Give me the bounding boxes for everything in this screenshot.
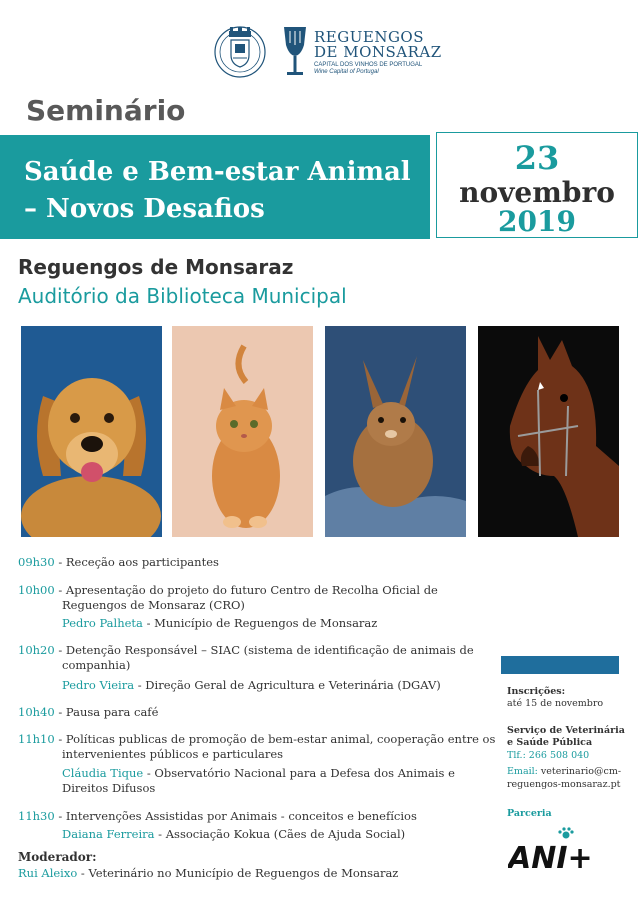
speaker-org-cont: Direitos Difusos (62, 781, 156, 795)
email-line[interactable] (507, 766, 621, 777)
brand-line2: DE MONSARAZ (314, 43, 442, 61)
date-year: 2019 (498, 205, 576, 238)
partner-label: Parceria (507, 808, 552, 819)
moderator-name: Rui Aleixo (18, 866, 78, 880)
program-text-cont: Reguengos de Monsaraz (CRO) (62, 598, 245, 612)
event-title-line1: Saúde e Bem-estar Animal (24, 157, 411, 187)
rabbit-photo (325, 326, 466, 537)
program-item-3: 10h20 - Detenção Responsável – SIAC (sistema de identificação de animais de (18, 643, 474, 657)
speaker-name: Pedro Palheta (62, 616, 143, 630)
brand-tagline-en: Wine Capital of Portugal (314, 69, 379, 75)
program-text: Pausa para café (65, 705, 159, 719)
program-item-4: 10h40 - Pausa para café (18, 705, 159, 719)
wine-glass-logo (282, 25, 308, 79)
program-time: 10h40 (18, 705, 55, 719)
program-item-1: 09h30 - Receção aos participantes (18, 555, 219, 569)
program-speaker-line: Pedro Palheta - Município de Reguengos de Monsaraz (62, 616, 378, 630)
venue-place: Auditório da Biblioteca Municipal (18, 284, 347, 308)
email-label: Email: (507, 766, 538, 777)
program-time: 11h30 (18, 809, 55, 823)
speaker-name: Pedro Vieira (62, 678, 135, 692)
program-speaker-line: Pedro Vieira - Direção Geral de Agricultura e Veterinária (DGAV) (62, 678, 441, 692)
program-text: Intervenções Assistidas por Animais - conceitos e benefícios (65, 809, 417, 823)
program-time: 11h10 (18, 732, 55, 746)
program-time: 10h00 (18, 583, 55, 597)
sidebar-band (501, 656, 619, 674)
program-speaker-line: Cláudia Tique - Observatório Nacional para a Defesa dos Animais e (62, 766, 455, 780)
speaker-org: Observatório Nacional para a Defesa dos Animais e (154, 766, 455, 780)
event-title-line2: – Novos Desafios (24, 194, 265, 224)
speaker-name: Cláudia Tique (62, 766, 144, 780)
moderator-line: Rui Aleixo - Veterinário no Município de Reguengos de Monsaraz (18, 866, 399, 880)
partner-name: ANI+ (508, 841, 593, 874)
date-day: 23 (514, 139, 560, 177)
venue-city: Reguengos de Monsaraz (18, 255, 294, 279)
program-item-5: 11h10 - Políticas publicas de promoção de bem-estar animal, cooperação entre os (18, 732, 496, 746)
phone: Tlf.: 266 508 040 (507, 750, 590, 761)
speaker-org: Município de Reguengos de Monsaraz (154, 616, 378, 630)
paw-icon (558, 827, 573, 838)
horse-photo (478, 326, 619, 537)
speaker-org: Associação Kokua (Cães de Ajuda Social) (165, 827, 406, 841)
municipal-crest-logo (214, 22, 266, 80)
speaker-name: Daiana Ferreira (62, 827, 155, 841)
brand-line1: REGUENGOS (314, 28, 424, 46)
program-text: Detenção Responsável – SIAC (sistema de identificação de animais de (65, 643, 474, 657)
program-time: 09h30 (18, 555, 55, 569)
moderator-label: Moderador: (18, 850, 97, 864)
cat-photo (172, 326, 313, 537)
program-item-6: 11h30 - Intervenções Assistidas por Animais - conceitos e benefícios (18, 809, 417, 823)
program-time: 10h20 (18, 643, 55, 657)
program-text: Apresentação do projeto do futuro Centro de Recolha Oficial de (65, 583, 438, 597)
brand-wordmark (314, 30, 442, 76)
email-address-cont[interactable]: reguengos-monsaraz.pt (507, 779, 621, 790)
moderator-role: Veterinário no Município de Reguengos de Monsaraz (88, 866, 399, 880)
registration-label: Inscrições: (507, 686, 566, 697)
service-line2: e Saúde Pública (507, 737, 593, 748)
program-item-2: 10h00 - Apresentação do projeto do futuro Centro de Recolha Oficial de (18, 583, 438, 597)
service-line1: Serviço de Veterinária (507, 725, 625, 736)
date-month: novembro (459, 176, 615, 209)
speaker-org: Direção Geral de Agricultura e Veterinária (DGAV) (145, 678, 441, 692)
program-text-cont: intervenientes públicos e particulares (62, 747, 284, 761)
email-address[interactable]: veterinario@cm- (540, 766, 622, 777)
event-kind: Seminário (26, 94, 186, 127)
brand-tagline: CAPITAL DOS VINHOS DE PORTUGAL (314, 62, 423, 68)
program-text: Políticas publicas de promoção de bem-estar animal, cooperação entre os (65, 732, 496, 746)
program-text-cont: companhia) (62, 658, 131, 672)
program-speaker-line: Daiana Ferreira - Associação Kokua (Cães de Ajuda Social) (62, 827, 406, 841)
program-text: Receção aos participantes (65, 555, 219, 569)
registration-deadline: até 15 de novembro (507, 698, 604, 709)
dog-photo (21, 326, 162, 537)
partner-logo (508, 826, 612, 874)
